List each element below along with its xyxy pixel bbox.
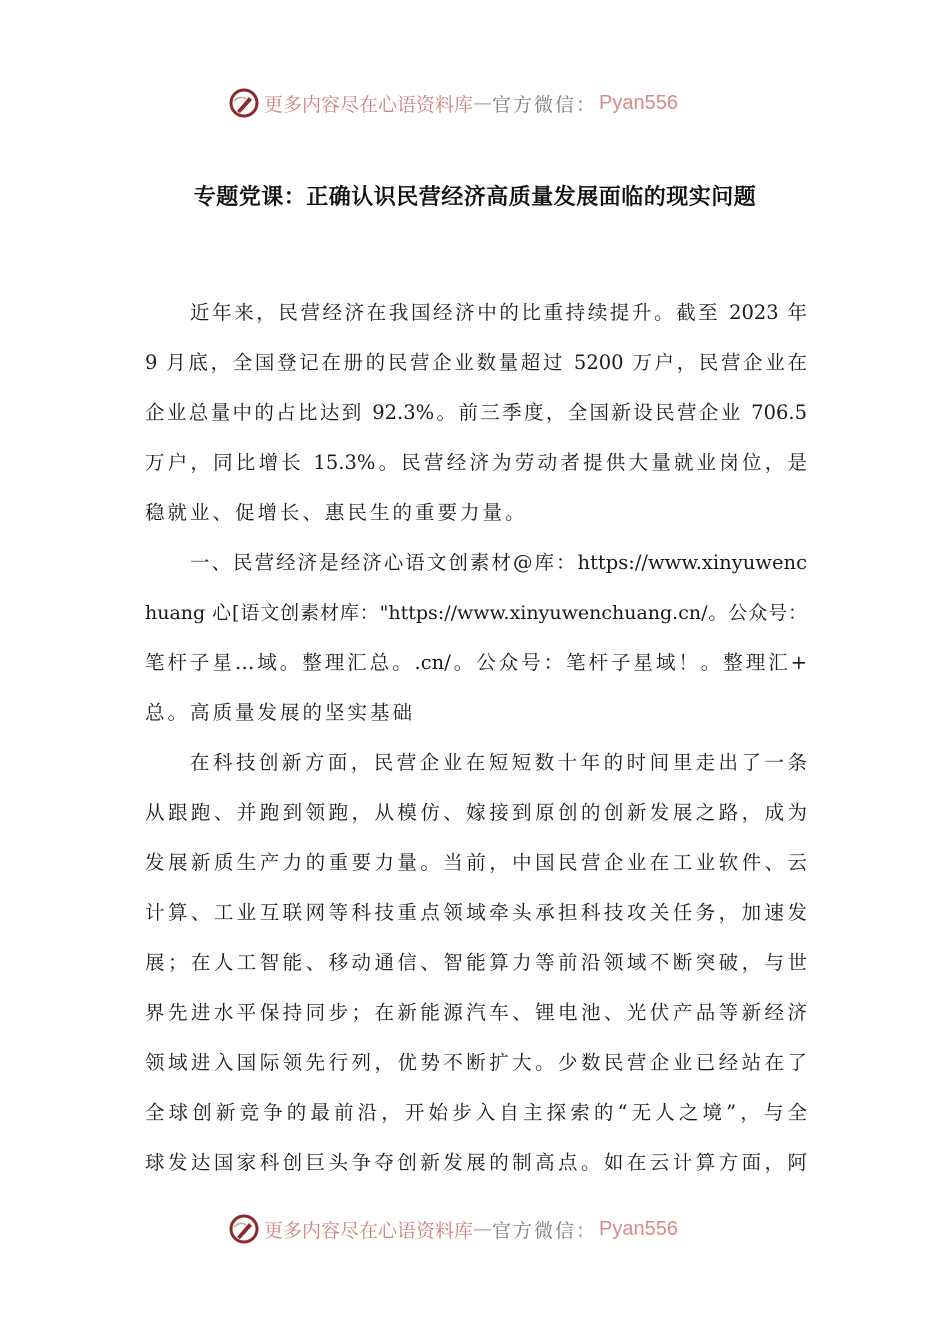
- text-line: [145, 338, 807, 388]
- text-line: [145, 588, 807, 638]
- text-line-content: 计算、工业互联网等科技重点领域牵头承担科技攻关任务，加速发: [145, 901, 807, 924]
- text-line-content: 稳就业、促增长、惠民生的重要力量。: [145, 501, 528, 524]
- document-title: 专题党课：正确认识民营经济高质量发展面临的现实问题: [193, 185, 757, 210]
- text-line-content: 一、民营经济是经济心语文创素材@库：https://www.xinyuwenc: [190, 551, 807, 574]
- document-body: [145, 288, 807, 1188]
- text-line-content: 在科技创新方面，民营企业在短短数十年的时间里走出了一条: [190, 751, 807, 774]
- text-line-content: 界先进水平保持同步；在新能源汽车、锂电池、光伏产品等新经济: [145, 1001, 807, 1024]
- text-line: [145, 1138, 807, 1188]
- text-line: [145, 438, 807, 488]
- text-line: [145, 938, 807, 988]
- text-line-content: 全球创新竞争的最前沿，开始步入自主探索的“无人之境”，与全: [145, 1101, 807, 1124]
- text-line: [145, 788, 807, 838]
- text-line-content: 从跟跑、并跑到领跑，从模仿、嫁接到原创的创新发展之路，成为: [145, 801, 807, 824]
- text-line: [145, 1088, 807, 1138]
- text-line: [145, 738, 807, 788]
- text-line-content: 9 月底，全国登记在册的民营企业数量超过 5200 万户，民营企业在: [145, 351, 807, 374]
- banner-slogan: 更多内容尽在心语资料库: [264, 93, 474, 116]
- banner-wechat-id: Pyan556: [599, 91, 678, 114]
- text-line: [145, 388, 807, 438]
- text-line: [145, 538, 807, 588]
- text-line: [145, 288, 807, 338]
- text-line-content: 发展新质生产力的重要力量。当前，中国民营企业在工业软件、云: [145, 851, 807, 874]
- text-line: [145, 688, 807, 738]
- footer-watermark-banner: [228, 1211, 708, 1247]
- text-line-content: huang 心[语文创素材库："https://www.xinyuwenchuang.cn/。公众号：: [145, 602, 807, 624]
- text-line-content: 球发达国家科创巨头争夺创新发展的制高点。如在云计算方面，阿: [145, 1151, 807, 1174]
- text-line-content: 总。高质量发展的坚实基础: [145, 701, 416, 724]
- banner-wechat-id: Pyan556: [599, 1217, 678, 1240]
- quill-pen-logo-icon: [228, 87, 260, 119]
- text-line: [145, 838, 807, 888]
- text-line-content: 近年来，民营经济在我国经济中的比重持续提升。截至 2023 年: [190, 301, 807, 324]
- header-watermark-banner: [228, 85, 708, 121]
- text-line: [145, 988, 807, 1038]
- text-line-content: 领域进入国际领先行列，优势不断扩大。少数民营企业已经站在了: [145, 1051, 807, 1074]
- text-line-content: 笔杆子星…域。整理汇总。.cn/。公众号：笔杆子星域！。整理汇+: [145, 651, 807, 674]
- text-line-content: 展；在人工智能、移动通信、智能算力等前沿领域不断突破，与世: [145, 951, 807, 974]
- banner-slogan: 更多内容尽在心语资料库: [264, 1219, 474, 1242]
- text-line-content: 万户，同比增长 15.3%。民营经济为劳动者提供大量就业岗位，是: [145, 451, 807, 474]
- banner-dash: —: [473, 92, 493, 114]
- text-line-content: 企业总量中的占比达到 92.3%。前三季度，全国新设民营企业 706.5: [145, 401, 807, 424]
- quill-pen-logo-icon: [228, 1213, 260, 1245]
- banner-dash: —: [473, 1218, 493, 1240]
- text-line: [145, 638, 807, 688]
- banner-wechat-label: 官方微信：: [492, 1219, 598, 1242]
- text-line: [145, 1038, 807, 1088]
- text-line: [145, 488, 807, 538]
- text-line: [145, 888, 807, 938]
- banner-wechat-label: 官方微信：: [492, 93, 598, 116]
